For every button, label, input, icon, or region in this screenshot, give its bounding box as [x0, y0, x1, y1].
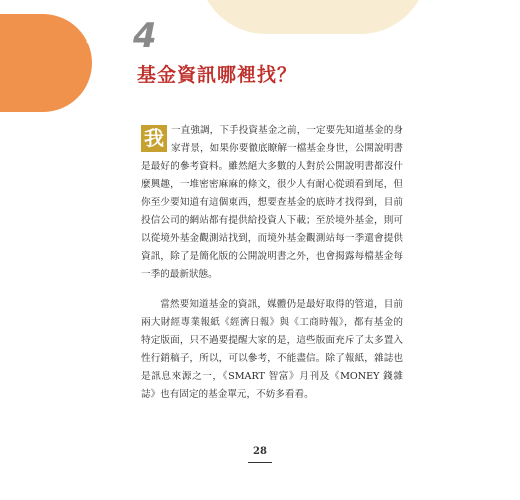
section-label: 基礎入門	[86, 32, 134, 45]
paragraph-1	[141, 122, 403, 284]
page-title: 基金資訊哪裡找？	[137, 64, 298, 86]
body-text	[141, 122, 403, 404]
paragraph-2: 當然要知道基金的資訊，媒體仍是最好取得的管道，目前兩大財經專業報紙《經濟日報》與《工商時報》，都有基金的特定版面，只不過要提醒大家的是，這些版面充斥了太多置入性行銷稿子，所以，可以參考，不能盡信。除了報紙，雜誌也是訊息來源之一，《SMART 智富》月刊及《MONEY 錢雜誌》也有固定的基金單元，不妨多看看。	[141, 299, 403, 400]
section-number: 4	[133, 16, 157, 56]
drop-cap: 我	[141, 125, 167, 152]
page-number: 28	[253, 446, 267, 457]
page-number-underline	[248, 462, 272, 463]
paragraph-1-text: 一直強調，下手投資基金之前，一定要先知道基金的身家背景，如果你要徹底瞭解一檔基金身世，公開說明書是最好的參考資料。雖然絕大多數的人對於公開說明書都沒什麼興趣，一堆密密麻麻的條文，很少人有耐心從頭看到尾，但你至少要知道有這個東西，想要查基金的底時才找得到，目前投信公司的網站都有提供給投資人下載；至於境外基金，則可以從境外基金觀測站找到，而境外基金觀測站每一季還會提供資訊，除了是簡化版的公開說明書之外，也會揭露每檔基金每一季的最新狀態。	[141, 125, 403, 280]
section-tab	[0, 14, 92, 112]
top-decorative-shape	[198, 0, 428, 34]
